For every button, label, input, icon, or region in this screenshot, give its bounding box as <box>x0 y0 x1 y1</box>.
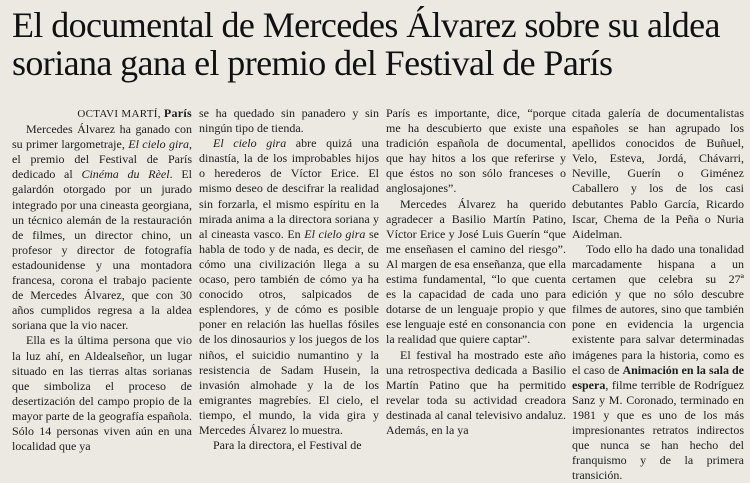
paragraph <box>386 197 566 348</box>
text-run: El cielo gira <box>128 137 189 152</box>
text-run: . El galardón otorgado por un jurado integrado por una cineasta georgiana, un técnico alemán de la restauración de filmes, un director chino, un profesor y director de fotografía estadounidense y una montadora francesa, corona el trabajo paciente de Mercedes Álvarez, que con 30 años cumplidos regresa a la aldea soriana que la vio nacer. <box>12 167 192 333</box>
text-run: citada galería de documentalistas españoles se han agrupado los apellidos conocidos de Buñuel, Velo, Esteva, Jordá, Chávarri, Neville, Guerín o Giménez Caballero y los de los casi debutantes Pablo García, Ricardo Iscar, Chema de la Peña o Nuria Aidelman. <box>572 106 744 241</box>
text-run: se habla de todo y de nada, es decir, de cómo una civilización llega a su ocaso, pero también de cómo ya ha conocido otros, salpicados de esplendores, y de cómo es posible poner en relación las huellas fósiles de los dinosaurios y los juegos de los niños, el suicidio numantino y la resistencia de Sadam Husein, la invasión almohade y la de los emigrantes magrebíes. El cielo, el tiempo, el mundo, la vida gira y Mercedes Álvarez lo muestra. <box>199 226 379 437</box>
paragraph <box>199 106 379 136</box>
byline-author: OCTAVI MARTÍ, <box>77 108 164 120</box>
paragraph <box>572 242 744 483</box>
text-run: Cinéma du Rèel <box>81 167 170 182</box>
text-run: El cielo gira <box>304 226 366 241</box>
article-column-4 <box>572 106 744 483</box>
article-column-3 <box>386 106 566 438</box>
headline-line-1: El documental de Mercedes Álvarez sobre su aldea <box>12 5 720 45</box>
paragraph <box>12 122 192 333</box>
text-run: , filme terrible de Rodríguez Sanz y M. Coronado, terminado en 1981 y que es uno de los más impresionantes retratos indirectos que nunca se han hecho del franquismo y de la primera transición. <box>572 377 744 483</box>
text-run: El festival ha mostrado este año una retrospectiva dedicada a Basilio Martín Patino que ha permitido revelar toda su actividad creadora destinada al canal televisivo andaluz. Además, en la ya <box>386 347 566 437</box>
paragraph <box>572 106 744 242</box>
text-run: Para la directora, el Festival de <box>213 438 362 453</box>
text-run: El cielo gira <box>213 136 287 151</box>
headline <box>12 6 742 82</box>
text-run: Ella es la última persona que vio la luz ahí, en Aldealseñor, un lugar situado en las tierras altas sorianas que simboliza el proceso de desertización del campo propio de la mayor parte de la geografía española. Sólo 14 personas viven aún en una localidad que ya <box>12 333 192 454</box>
article-column-2 <box>199 106 379 453</box>
paragraph <box>199 136 379 438</box>
text-run: Animación en la sala de espera <box>572 362 745 392</box>
paragraph <box>386 106 566 197</box>
byline <box>12 106 192 122</box>
byline-place: París <box>163 106 192 120</box>
text-run: se ha quedado sin panadero y sin ningún tipo de tienda. <box>199 106 379 136</box>
text-run: Mercedes Álvarez ha ganado con su primer largometraje, <box>12 122 192 152</box>
headline-line-2: soriana gana el premio del Festival de París <box>12 43 613 83</box>
text-run: Todo ello ha dado una tonalidad marcadamente hispana a un certamen que celebra su 27ª edición y que no sólo descubre filmes de autores, sino que también pone en evidencia la urgencia existente para salvar determinadas imágenes para la historia, como es el caso de <box>572 241 744 377</box>
paragraph <box>12 333 192 454</box>
text-run: , el premio del Festival de París dedicado al <box>12 137 192 182</box>
paragraph <box>386 348 566 439</box>
text-run: abre quizá una dinastía, la de los improbables hijos o herederos de Víctor Erice. El mismo deseo de descifrar la realidad sin forzarla, el mismo espíritu en la mirada anima a la directora soriana y al cineasta vasco. En <box>199 136 379 241</box>
paragraph <box>199 438 379 453</box>
article-column-1 <box>12 106 192 454</box>
text-run: Mercedes Álvarez ha querido agradecer a Basilio Martín Patino, Víctor Erice y José Luis Guerín “que me enseñasen el camino del riesgo”. Al margen de esa enseñanza, que ella estima fundamental, “lo que cuenta es la capacidad de cada uno para dotarse de un lenguaje propio y que ese lenguaje esté en consonancia con la realidad que quiere captar”. <box>386 196 566 347</box>
text-run: París es importante, dice, “porque me ha descubierto que existe una tradición española de documental, que hay hitos a los que referirse y que éstos no son sólo franceses o anglosajones”. <box>386 106 566 196</box>
